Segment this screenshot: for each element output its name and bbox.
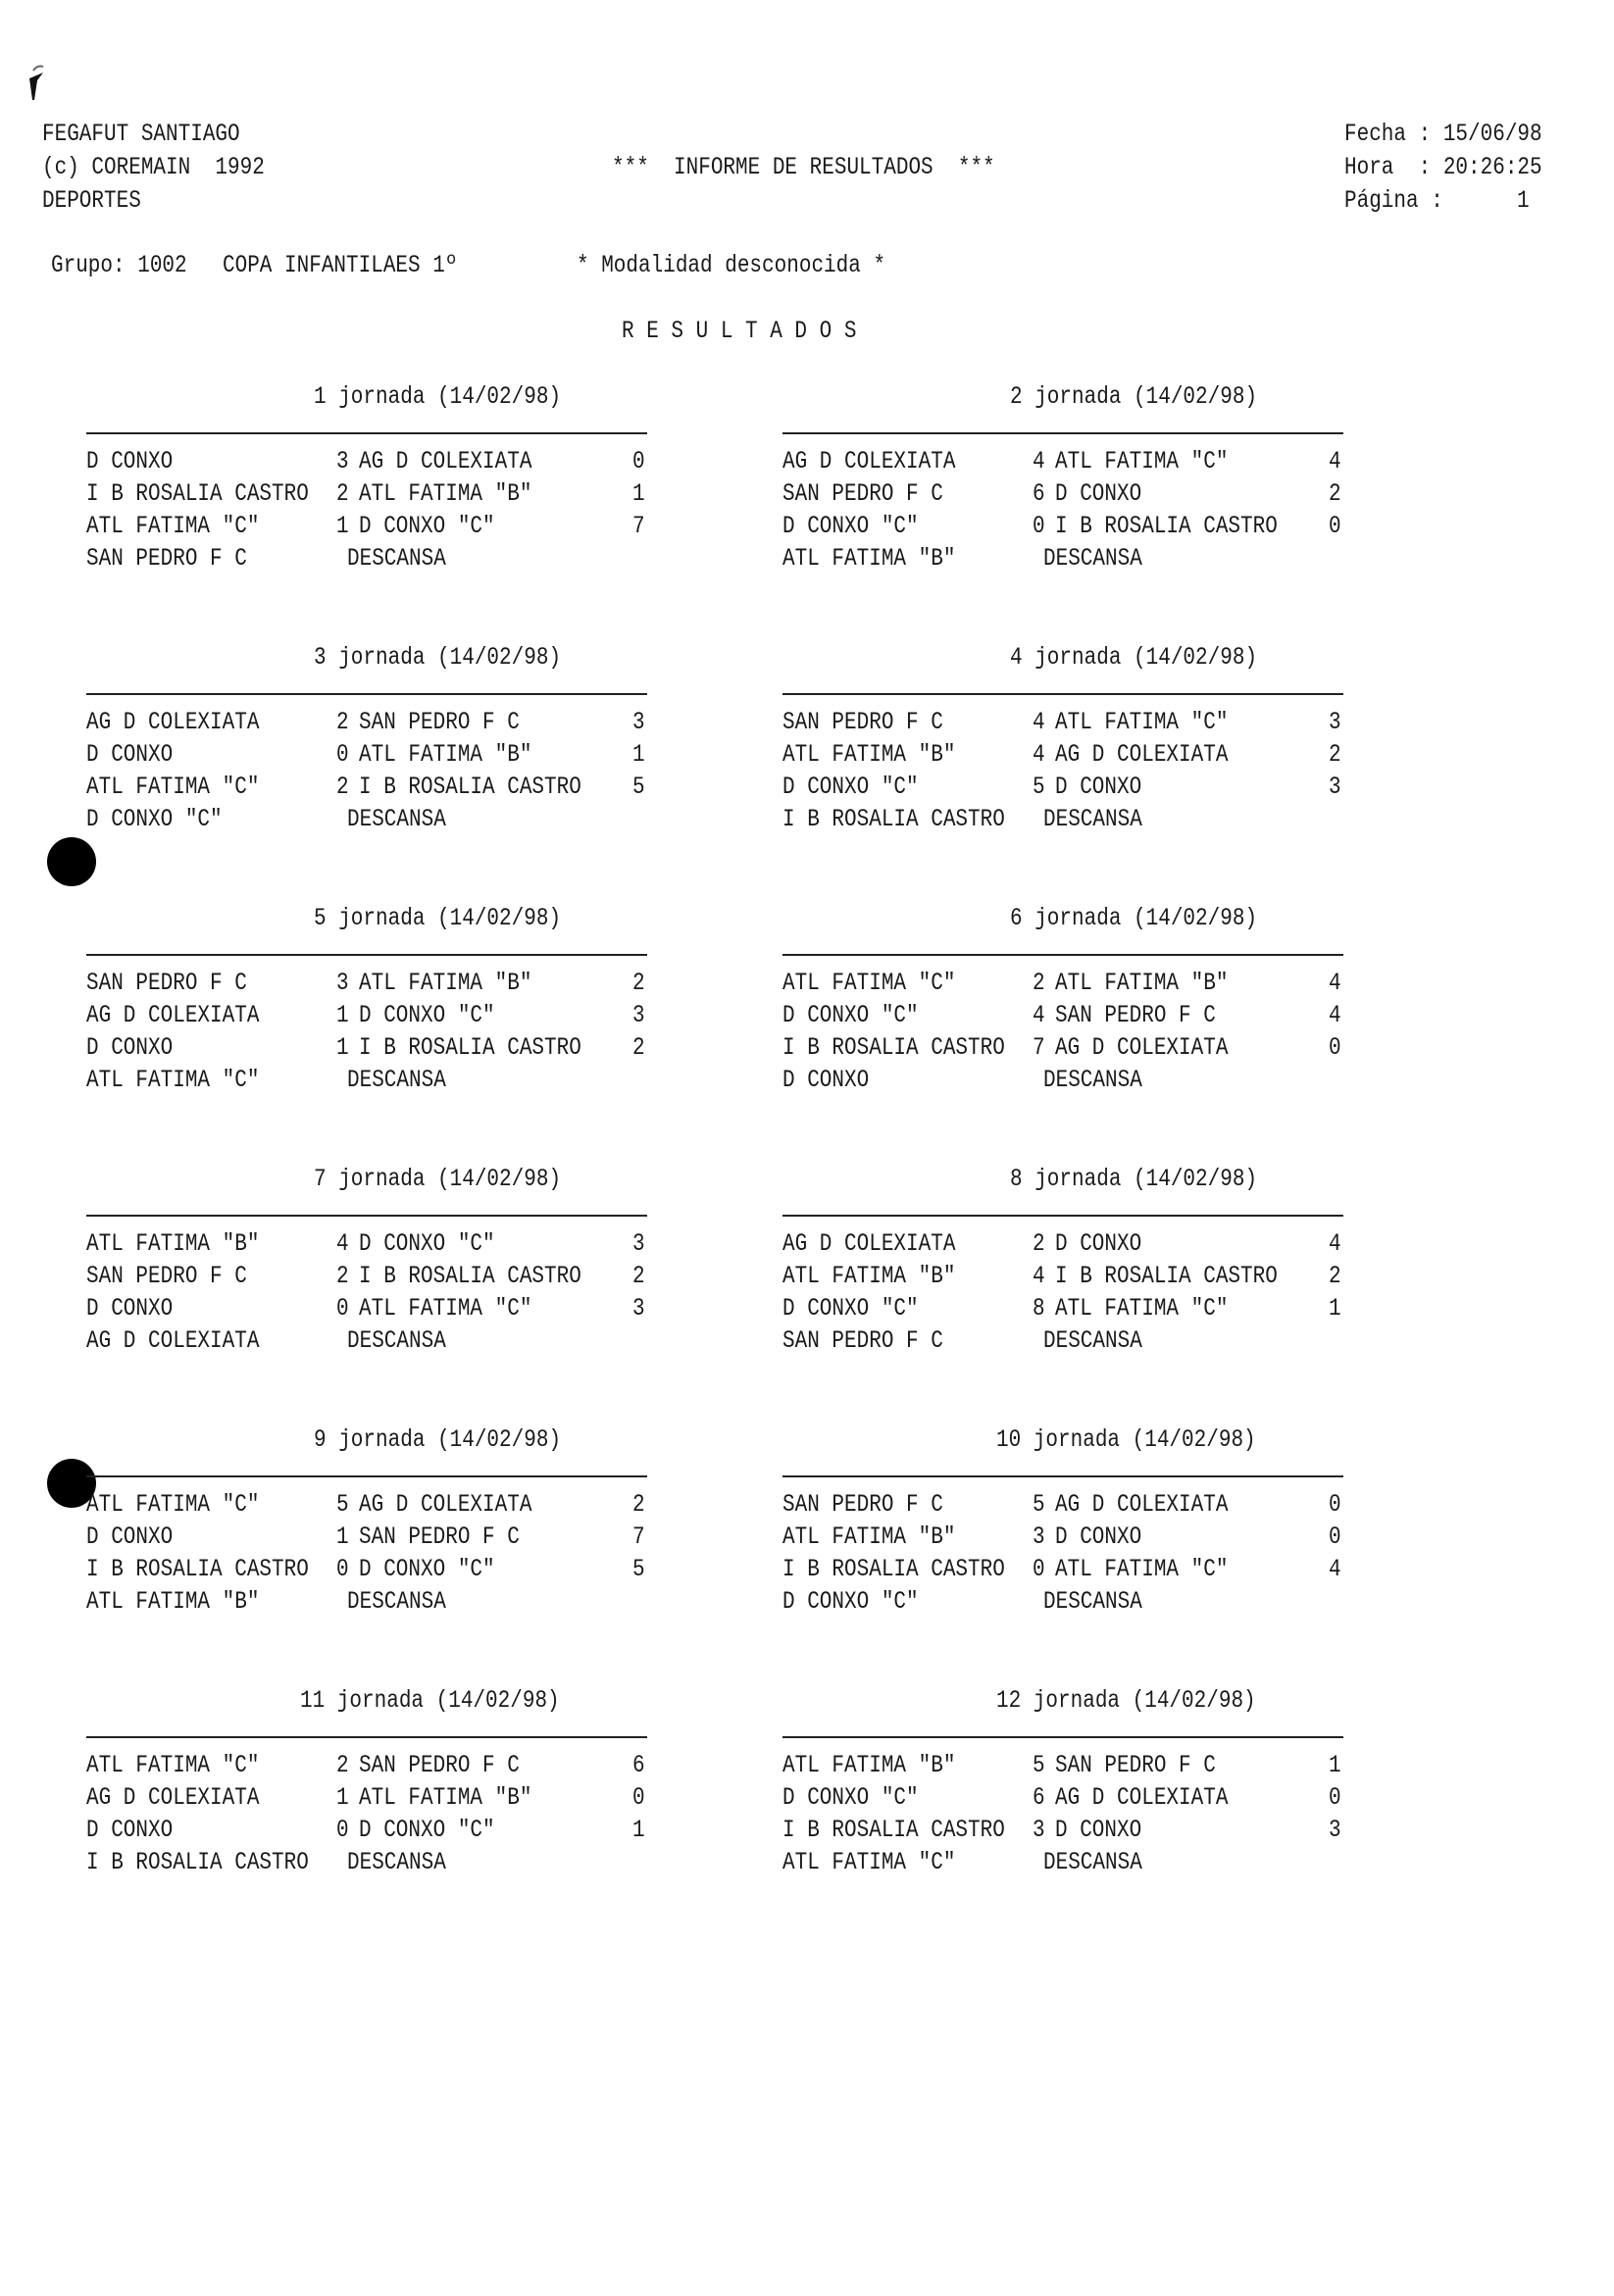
home-team: SAN PEDRO F C	[782, 708, 943, 736]
away-team: D CONXO	[1055, 1522, 1142, 1551]
home-team: ATL FATIMA "B"	[782, 1262, 956, 1290]
away-score: 3	[1329, 773, 1341, 801]
jornada-title: 1 jornada (14/02/98)	[314, 382, 562, 411]
home-score: 2	[336, 708, 349, 736]
home-team: D CONXO "C"	[782, 773, 919, 801]
home-score: 4	[1033, 708, 1045, 736]
jornada-divider	[86, 1215, 647, 1217]
home-team: AG D COLEXIATA	[86, 708, 260, 736]
home-team: SAN PEDRO F C	[86, 1262, 247, 1290]
away-team: DESCANSA	[1043, 1066, 1142, 1094]
away-team: D CONXO	[1055, 1816, 1142, 1844]
jornada-divider	[782, 1475, 1343, 1477]
home-score: 0	[336, 1555, 349, 1583]
home-team: ATL FATIMA "B"	[782, 1522, 956, 1551]
home-team: D CONXO "C"	[782, 1587, 919, 1616]
punch-hole	[47, 837, 96, 886]
away-score: 0	[632, 1783, 645, 1812]
jornada-title: 2 jornada (14/02/98)	[1010, 382, 1258, 411]
away-score: 2	[632, 1262, 645, 1290]
away-score: 1	[632, 740, 645, 769]
away-score: 3	[632, 1001, 645, 1029]
away-score: 4	[1329, 447, 1341, 475]
home-score: 1	[336, 512, 349, 540]
home-score: 4	[1033, 1262, 1045, 1290]
away-team: DESCANSA	[347, 1587, 446, 1616]
home-team: I B ROSALIA CASTRO	[86, 1555, 309, 1583]
home-score: 6	[1033, 1783, 1045, 1812]
away-team: AG D COLEXIATA	[359, 447, 532, 475]
page-label: Página :	[1344, 186, 1443, 215]
home-score: 0	[336, 740, 349, 769]
home-score: 2	[336, 773, 349, 801]
away-score: 4	[1329, 1229, 1341, 1258]
jornada-title: 8 jornada (14/02/98)	[1010, 1165, 1258, 1193]
home-team: D CONXO	[86, 1294, 174, 1323]
away-team: AG D COLEXIATA	[1055, 1490, 1229, 1519]
home-team: ATL FATIMA "B"	[86, 1587, 260, 1616]
modality: * Modalidad desconocida *	[577, 251, 886, 279]
home-score: 5	[1033, 773, 1045, 801]
home-team: D CONXO "C"	[782, 1001, 919, 1029]
away-team: I B ROSALIA CASTRO	[1055, 512, 1278, 540]
away-team: I B ROSALIA CASTRO	[1055, 1262, 1278, 1290]
away-score: 2	[632, 1490, 645, 1519]
away-score: 1	[1329, 1751, 1341, 1779]
away-team: ATL FATIMA "C"	[1055, 447, 1229, 475]
report-date: Fecha : 15/06/98	[1344, 120, 1542, 148]
jornada-title: 3 jornada (14/02/98)	[314, 643, 562, 672]
away-team: SAN PEDRO F C	[359, 1751, 520, 1779]
away-score: 4	[1329, 969, 1341, 997]
away-team: I B ROSALIA CASTRO	[359, 773, 581, 801]
away-score: 3	[632, 1294, 645, 1323]
home-team: AG D COLEXIATA	[86, 1001, 260, 1029]
away-score: 0	[1329, 512, 1341, 540]
jornada-divider	[86, 1475, 647, 1477]
away-score: 5	[632, 773, 645, 801]
away-team: D CONXO "C"	[359, 1555, 495, 1583]
report-title: *** INFORME DE RESULTADOS ***	[612, 153, 995, 181]
jornada-divider	[86, 954, 647, 956]
away-team: I B ROSALIA CASTRO	[359, 1262, 581, 1290]
away-team: D CONXO "C"	[359, 512, 495, 540]
home-score: 3	[336, 447, 349, 475]
away-score: 3	[1329, 708, 1341, 736]
away-score: 0	[1329, 1033, 1341, 1062]
home-team: AG D COLEXIATA	[782, 1229, 956, 1258]
away-score: 3	[632, 708, 645, 736]
home-score: 1	[336, 1783, 349, 1812]
home-team: D CONXO "C"	[782, 1294, 919, 1323]
home-team: ATL FATIMA "C"	[86, 1066, 260, 1094]
home-score: 5	[1033, 1490, 1045, 1519]
away-team: D CONXO	[1055, 773, 1142, 801]
home-team: AG D COLEXIATA	[782, 447, 956, 475]
home-score: 1	[336, 1033, 349, 1062]
home-team: D CONXO "C"	[782, 1783, 919, 1812]
home-score: 0	[1033, 1555, 1045, 1583]
home-score: 2	[336, 1262, 349, 1290]
away-score: 2	[1329, 1262, 1341, 1290]
jornada-title: 6 jornada (14/02/98)	[1010, 904, 1258, 932]
away-score: 7	[632, 512, 645, 540]
home-team: I B ROSALIA CASTRO	[782, 1033, 1005, 1062]
away-team: SAN PEDRO F C	[359, 708, 520, 736]
home-score: 2	[336, 479, 349, 508]
home-score: 0	[336, 1294, 349, 1323]
jornada-title: 11 jornada (14/02/98)	[300, 1686, 560, 1715]
copyright: (c) COREMAIN 1992	[42, 153, 265, 181]
away-team: ATL FATIMA "C"	[1055, 708, 1229, 736]
home-team: ATL FATIMA "C"	[86, 773, 260, 801]
home-team: ATL FATIMA "C"	[86, 512, 260, 540]
jornada-divider	[782, 432, 1343, 434]
away-team: D CONXO	[1055, 1229, 1142, 1258]
away-score: 1	[632, 1816, 645, 1844]
away-team: ATL FATIMA "C"	[359, 1294, 532, 1323]
section-title: R E S U L T A D O S	[622, 317, 857, 345]
away-score: 3	[1329, 1816, 1341, 1844]
home-team: ATL FATIMA "C"	[782, 969, 956, 997]
group-label: Grupo: 1002	[51, 251, 187, 279]
home-team: ATL FATIMA "C"	[86, 1751, 260, 1779]
home-team: SAN PEDRO F C	[86, 969, 247, 997]
home-team: AG D COLEXIATA	[86, 1783, 260, 1812]
away-team: DESCANSA	[1043, 805, 1142, 833]
away-score: 1	[1329, 1294, 1341, 1323]
home-score: 0	[1033, 512, 1045, 540]
home-score: 2	[336, 1751, 349, 1779]
away-team: AG D COLEXIATA	[1055, 1033, 1229, 1062]
home-team: D CONXO	[86, 740, 174, 769]
home-score: 4	[1033, 740, 1045, 769]
jornada-title: 4 jornada (14/02/98)	[1010, 643, 1258, 672]
away-score: 0	[1329, 1783, 1341, 1812]
jornada-title: 7 jornada (14/02/98)	[314, 1165, 562, 1193]
away-team: AG D COLEXIATA	[1055, 740, 1229, 769]
home-team: I B ROSALIA CASTRO	[782, 805, 1005, 833]
away-score: 6	[632, 1751, 645, 1779]
home-team: I B ROSALIA CASTRO	[86, 1848, 309, 1876]
home-team: ATL FATIMA "B"	[782, 544, 956, 573]
org-name: FEGAFUT SANTIAGO	[42, 120, 240, 148]
home-team: ATL FATIMA "B"	[782, 740, 956, 769]
scan-mark	[8, 10, 86, 108]
home-score: 3	[1033, 1816, 1045, 1844]
away-score: 5	[632, 1555, 645, 1583]
away-team: AG D COLEXIATA	[359, 1490, 532, 1519]
home-team: ATL FATIMA "B"	[782, 1751, 956, 1779]
away-team: SAN PEDRO F C	[1055, 1751, 1216, 1779]
home-team: I B ROSALIA CASTRO	[782, 1555, 1005, 1583]
home-score: 1	[336, 1522, 349, 1551]
away-team: D CONXO "C"	[359, 1229, 495, 1258]
away-team: ATL FATIMA "B"	[359, 479, 532, 508]
home-team: SAN PEDRO F C	[782, 1490, 943, 1519]
away-score: 2	[632, 969, 645, 997]
home-team: D CONXO "C"	[86, 805, 223, 833]
jornada-title: 9 jornada (14/02/98)	[314, 1425, 562, 1454]
jornada-divider	[782, 693, 1343, 695]
away-team: DESCANSA	[1043, 544, 1142, 573]
home-team: SAN PEDRO F C	[782, 1326, 943, 1355]
page-number: 1	[1517, 186, 1530, 215]
jornada-divider	[86, 1736, 647, 1738]
away-team: ATL FATIMA "B"	[359, 1783, 532, 1812]
away-team: D CONXO	[1055, 479, 1142, 508]
competition-name: COPA INFANTILAES 1º	[223, 251, 458, 279]
home-team: ATL FATIMA "C"	[86, 1490, 260, 1519]
home-score: 4	[1033, 447, 1045, 475]
jornada-divider	[782, 1736, 1343, 1738]
away-team: I B ROSALIA CASTRO	[359, 1033, 581, 1062]
home-team: D CONXO	[782, 1066, 870, 1094]
home-score: 4	[1033, 1001, 1045, 1029]
home-team: D CONXO	[86, 1522, 174, 1551]
home-score: 0	[336, 1816, 349, 1844]
jornada-divider	[86, 693, 647, 695]
away-score: 4	[1329, 1555, 1341, 1583]
home-score: 2	[1033, 969, 1045, 997]
home-team: ATL FATIMA "B"	[86, 1229, 260, 1258]
home-score: 8	[1033, 1294, 1045, 1323]
away-team: DESCANSA	[347, 805, 446, 833]
home-team: SAN PEDRO F C	[782, 479, 943, 508]
home-team: I B ROSALIA CASTRO	[86, 479, 309, 508]
home-score: 3	[1033, 1522, 1045, 1551]
home-score: 7	[1033, 1033, 1045, 1062]
away-team: D CONXO "C"	[359, 1816, 495, 1844]
home-score: 1	[336, 1001, 349, 1029]
away-team: ATL FATIMA "B"	[359, 969, 532, 997]
jornada-divider	[782, 1215, 1343, 1217]
away-team: ATL FATIMA "B"	[1055, 969, 1229, 997]
away-score: 2	[1329, 740, 1341, 769]
home-score: 3	[336, 969, 349, 997]
home-score: 6	[1033, 479, 1045, 508]
jornada-title: 10 jornada (14/02/98)	[996, 1425, 1256, 1454]
away-team: DESCANSA	[347, 1326, 446, 1355]
away-score: 2	[632, 1033, 645, 1062]
away-score: 0	[632, 447, 645, 475]
away-team: SAN PEDRO F C	[1055, 1001, 1216, 1029]
report-time: Hora : 20:26:25	[1344, 153, 1542, 181]
away-team: D CONXO "C"	[359, 1001, 495, 1029]
jornada-title: 12 jornada (14/02/98)	[996, 1686, 1256, 1715]
home-team: D CONXO	[86, 1816, 174, 1844]
away-score: 0	[1329, 1490, 1341, 1519]
away-score: 3	[632, 1229, 645, 1258]
home-team: D CONXO	[86, 447, 174, 475]
home-team: I B ROSALIA CASTRO	[782, 1816, 1005, 1844]
away-team: DESCANSA	[347, 1066, 446, 1094]
away-team: ATL FATIMA "C"	[1055, 1555, 1229, 1583]
away-team: AG D COLEXIATA	[1055, 1783, 1229, 1812]
home-score: 4	[336, 1229, 349, 1258]
home-team: ATL FATIMA "C"	[782, 1848, 956, 1876]
away-team: DESCANSA	[347, 544, 446, 573]
home-team: D CONXO	[86, 1033, 174, 1062]
home-score: 5	[1033, 1751, 1045, 1779]
home-score: 2	[1033, 1229, 1045, 1258]
away-team: ATL FATIMA "B"	[359, 740, 532, 769]
away-team: DESCANSA	[1043, 1326, 1142, 1355]
away-score: 0	[1329, 1522, 1341, 1551]
away-team: ATL FATIMA "C"	[1055, 1294, 1229, 1323]
jornada-title: 5 jornada (14/02/98)	[314, 904, 562, 932]
away-score: 7	[632, 1522, 645, 1551]
away-score: 2	[1329, 479, 1341, 508]
department: DEPORTES	[42, 186, 141, 215]
home-team: D CONXO "C"	[782, 512, 919, 540]
away-score: 1	[632, 479, 645, 508]
away-team: DESCANSA	[1043, 1587, 1142, 1616]
jornada-divider	[86, 432, 647, 434]
away-team: DESCANSA	[347, 1848, 446, 1876]
away-team: SAN PEDRO F C	[359, 1522, 520, 1551]
away-score: 4	[1329, 1001, 1341, 1029]
home-team: SAN PEDRO F C	[86, 544, 247, 573]
home-score: 5	[336, 1490, 349, 1519]
away-team: DESCANSA	[1043, 1848, 1142, 1876]
jornada-divider	[782, 954, 1343, 956]
home-team: AG D COLEXIATA	[86, 1326, 260, 1355]
